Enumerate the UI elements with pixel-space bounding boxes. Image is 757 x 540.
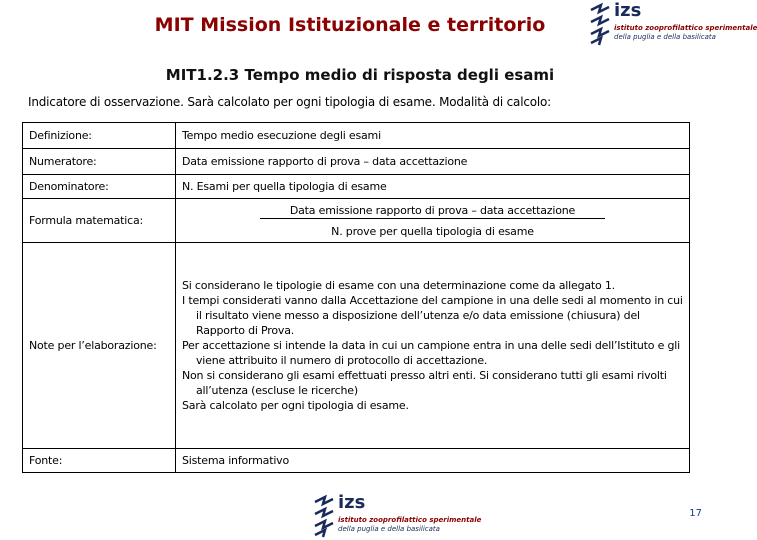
izs-logo-mark-icon [588, 2, 614, 46]
izs-logo-mark-icon [312, 494, 338, 538]
formula-label: Formula matematica: [23, 199, 176, 243]
page-number: 17 [689, 508, 702, 519]
numerator-label: Numeratore: [23, 149, 176, 175]
denominator-label: Denominatore: [23, 175, 176, 199]
source-value: Sistema informativo [176, 449, 690, 473]
definition-value: Tempo medio esecuzione degli esami [176, 123, 690, 149]
intro-text: Indicatore di osservazione. Sarà calcolato per ogni tipologia di esame. Modalità di calcolo: [28, 95, 552, 109]
numerator-value: Data emissione rapporto di prova – data accettazione [176, 149, 690, 175]
formula-denominator: N. prove per quella tipologia di esame [331, 224, 534, 238]
notes-line: I tempi considerati vanno dalla Accettazione del campione in una delle sedi al momento in cui [182, 294, 683, 307]
logo-line2: della puglia e della basilicata [338, 525, 440, 533]
definition-label: Definizione: [23, 123, 176, 149]
table-row [23, 123, 690, 149]
indicator-table [22, 122, 690, 473]
table-row [23, 199, 690, 243]
logo-name: izs [614, 0, 642, 21]
notes-line: Sarà calcolato per ogni tipologia di esame. [182, 399, 409, 412]
table-row [23, 149, 690, 175]
formula-numerator: Data emissione rapporto di prova – data accettazione [260, 204, 605, 219]
table-row [23, 449, 690, 473]
source-label: Fonte: [23, 449, 176, 473]
notes-line: viene attribuito il numero di protocollo di accettazione. [196, 354, 488, 367]
notes-line: Rapporto di Prova. [196, 324, 295, 337]
notes-line: il risultato viene messo a disposizione dell’utenza e/o data emissione (chiusura) del [196, 309, 640, 322]
table-row [23, 175, 690, 199]
indicator-title: MIT1.2.3 Tempo medio di risposta degli esami [165, 66, 555, 84]
izs-logo-footer [312, 492, 482, 540]
notes-line: Si considerano le tipologie di esame con una determinazione come da allegato 1. [182, 279, 615, 292]
notes-line: all’utenza (escluse le ricerche) [196, 384, 358, 397]
notes-cell [176, 243, 690, 449]
notes-line: Non si considerano gli esami effettuati presso altri enti. Si considerano tutti gli esami rivolti [182, 369, 667, 382]
slide-title: MIT Mission Istituzionale e territorio [154, 14, 546, 36]
logo-line2: della puglia e della basilicata [614, 33, 716, 41]
notes-line: Per accettazione si intende la data in cui un campione entra in una delle sedi dell’Istituto e gli [182, 339, 680, 352]
izs-logo [588, 0, 757, 48]
denominator-value: N. Esami per quella tipologia di esame [176, 175, 690, 199]
formula-cell [176, 199, 690, 243]
table-row [23, 243, 690, 449]
logo-line1: istituto zooprofilattico sperimentale [614, 24, 757, 32]
notes-label: Note per l’elaborazione: [23, 243, 176, 449]
logo-name: izs [338, 492, 366, 513]
logo-line1: istituto zooprofilattico sperimentale [338, 516, 482, 524]
